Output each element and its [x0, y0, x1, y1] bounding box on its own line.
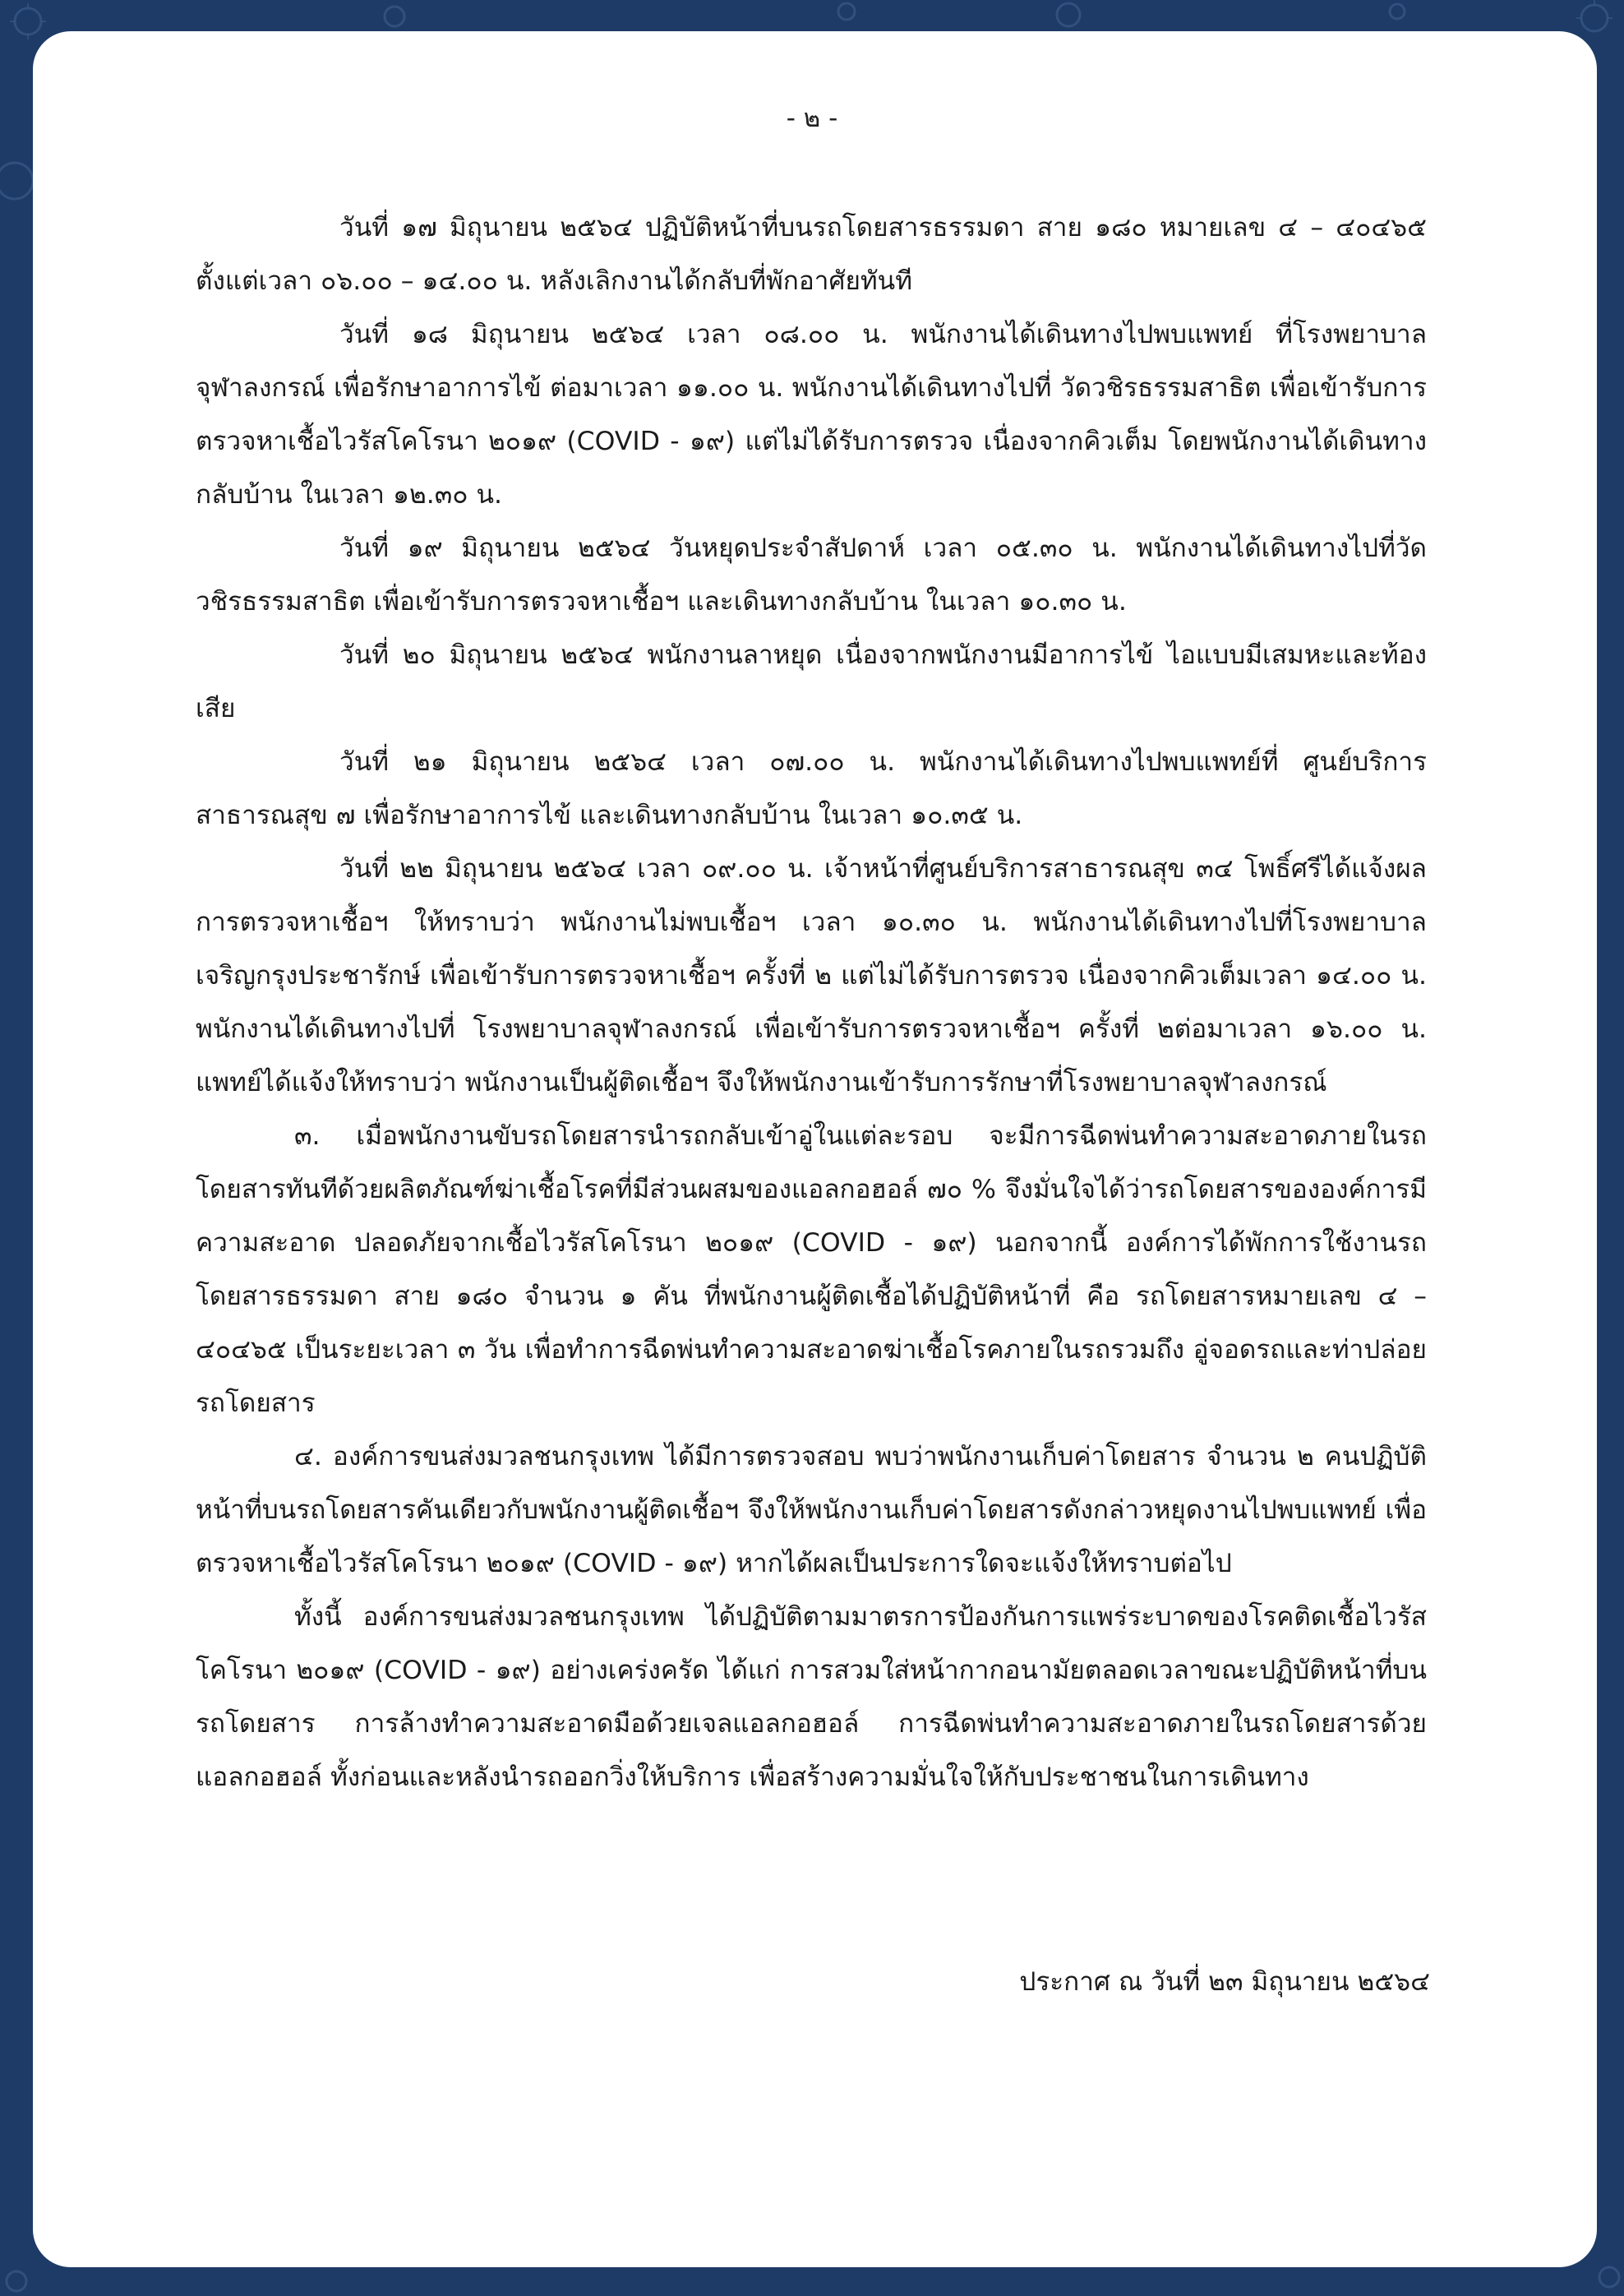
announcement-date: ประกาศ ณ วันที่ ๒๓ มิถุนายน ๒๕๖๔	[1019, 1967, 1430, 1997]
paragraph-june-18: วันที่ ๑๘ มิถุนายน ๒๕๖๔ เวลา ๐๘.๐๐ น. พนักงานได้เดินทางไปพบแพทย์ ที่โรงพยาบาลจุฬาลงกรณ์ เพื่อรักษาอาการไข้ ต่อมาเวลา ๑๑.๐๐ น. พนักงานได้เดินทางไปที่ วัดวชิรธรรมสาธิต เพื่อเข้ารับการตรวจหาเชื้อไวรัสโคโรนา ๒๐๑๙ (COVID - ๑๙) แต่ไม่ได้รับการตรวจ เนื่องจากคิวเต็ม โดยพนักงานได้เดินทางกลับบ้าน ในเวลา ๑๒.๓๐ น.	[196, 320, 1427, 510]
paragraph-summary: ทั้งนี้ องค์การขนส่งมวลชนกรุงเทพ ได้ปฏิบัติตามมาตรการป้องกันการแพร่ระบาดของโรคติดเชื้อไวรัสโคโรนา ๒๐๑๙ (COVID - ๑๙) อย่างเคร่งครัด ได้แก่ การสวมใส่หน้ากากอนามัยตลอดเวลาขณะปฏิบัติหน้าที่บนรถโดยสาร การล้างทำความสะอาดมือด้วยเจลแอลกอฮอล์ การฉีดพ่นทำความสะอาดภายในรถโดยสารด้วยแอลกอฮอล์ ทั้งก่อนและหลังนำรถออกวิ่งให้บริการ เพื่อสร้างความมั่นใจให้กับประชาชนในการเดินทาง	[196, 1602, 1427, 1792]
paragraph-item-3: ๓. เมื่อพนักงานขับรถโดยสารนำรถกลับเข้าอู่ในแต่ละรอบ จะมีการฉีดพ่นทำความสะอาดภายในรถโดยสารทันทีด้วยผลิตภัณฑ์ฆ่าเชื้อโรคที่มีส่วนผสมของแอลกอฮอล์ ๗๐ % จึงมั่นใจได้ว่ารถโดยสารขององค์การมีความสะอาด ปลอดภัยจากเชื้อไวรัสโคโรนา ๒๐๑๙ (COVID - ๑๙) นอกจากนี้ องค์การได้พักการใช้งานรถโดยสารธรรมดา สาย ๑๘๐ จำนวน ๑ คัน ที่พนักงานผู้ติดเชื้อได้ปฏิบัติหน้าที่ คือ รถโดยสารหมายเลข ๔ – ๔๐๔๖๕ เป็นระยะเวลา ๓ วัน เพื่อทำการฉีดพ่นทำความสะอาดฆ่าเชื้อโรคภายในรถรวมถึง อู่จอดรถและท่าปล่อยรถโดยสาร	[196, 1121, 1427, 1418]
paragraph-june-21: วันที่ ๒๑ มิถุนายน ๒๕๖๔ เวลา ๐๗.๐๐ น. พนักงานได้เดินทางไปพบแพทย์ที่ ศูนย์บริการสาธารณสุข ๗ เพื่อรักษาอาการไข้ และเดินทางกลับบ้าน ในเวลา ๑๐.๓๕ น.	[196, 747, 1427, 830]
document-body	[196, 201, 1427, 1804]
paragraph-june-20: วันที่ ๒๐ มิถุนายน ๒๕๖๔ พนักงานลาหยุด เนื่องจากพนักงานมีอาการไข้ ไอแบบมีเสมหะและท้องเสีย	[196, 640, 1427, 723]
paragraph-item-4: ๔. องค์การขนส่งมวลชนกรุงเทพ ได้มีการตรวจสอบ พบว่าพนักงานเก็บค่าโดยสาร จำนวน ๒ คนปฏิบัติหน้าที่บนรถโดยสารคันเดียวกับพนักงานผู้ติดเชื้อฯ จึงให้พนักงานเก็บค่าโดยสารดังกล่าวหยุดงานไปพบแพทย์ เพื่อตรวจหาเชื้อไวรัสโคโรนา ๒๐๑๙ (COVID - ๑๙) หากได้ผลเป็นประการใดจะแจ้งให้ทราบต่อไป	[196, 1442, 1427, 1578]
paragraph-june-22: วันที่ ๒๒ มิถุนายน ๒๕๖๔ เวลา ๐๙.๐๐ น. เจ้าหน้าที่ศูนย์บริการสาธารณสุข ๓๔ โพธิ์ศรีได้แจ้งผลการตรวจหาเชื้อฯ ให้ทราบว่า พนักงานไม่พบเชื้อฯ เวลา ๑๐.๓๐ น. พนักงานได้เดินทางไปที่โรงพยาบาลเจริญกรุงประชารักษ์ เพื่อเข้ารับการตรวจหาเชื้อฯ ครั้งที่ ๒ แต่ไม่ได้รับการตรวจ เนื่องจากคิวเต็มเวลา ๑๔.๐๐ น. พนักงานได้เดินทางไปที่ โรงพยาบาลจุฬาลงกรณ์ เพื่อเข้ารับการตรวจหาเชื้อฯ ครั้งที่ ๒ต่อมาเวลา ๑๖.๐๐ น. แพทย์ได้แจ้งให้ทราบว่า พนักงานเป็นผู้ติดเชื้อฯ จึงให้พนักงานเข้ารับการรักษาที่โรงพยาบาลจุฬาลงกรณ์	[196, 854, 1427, 1097]
paragraph-june-19: วันที่ ๑๙ มิถุนายน ๒๕๖๔ วันหยุดประจำสัปดาห์ เวลา ๐๕.๓๐ น. พนักงานได้เดินทางไปที่วัดวชิรธรรมสาธิต เพื่อเข้ารับการตรวจหาเชื้อฯ และเดินทางกลับบ้าน ในเวลา ๑๐.๓๐ น.	[196, 534, 1427, 617]
paragraph-june-17: วันที่ ๑๗ มิถุนายน ๒๕๖๔ ปฏิบัติหน้าที่บนรถโดยสารธรรมดา สาย ๑๘๐ หมายเลข ๔ – ๔๐๔๖๕ ตั้งแต่เวลา ๐๖.๐๐ – ๑๔.๐๐ น. หลังเลิกงานได้กลับที่พักอาศัยทันที	[196, 213, 1427, 296]
page-number: - ๒ -	[786, 104, 838, 133]
